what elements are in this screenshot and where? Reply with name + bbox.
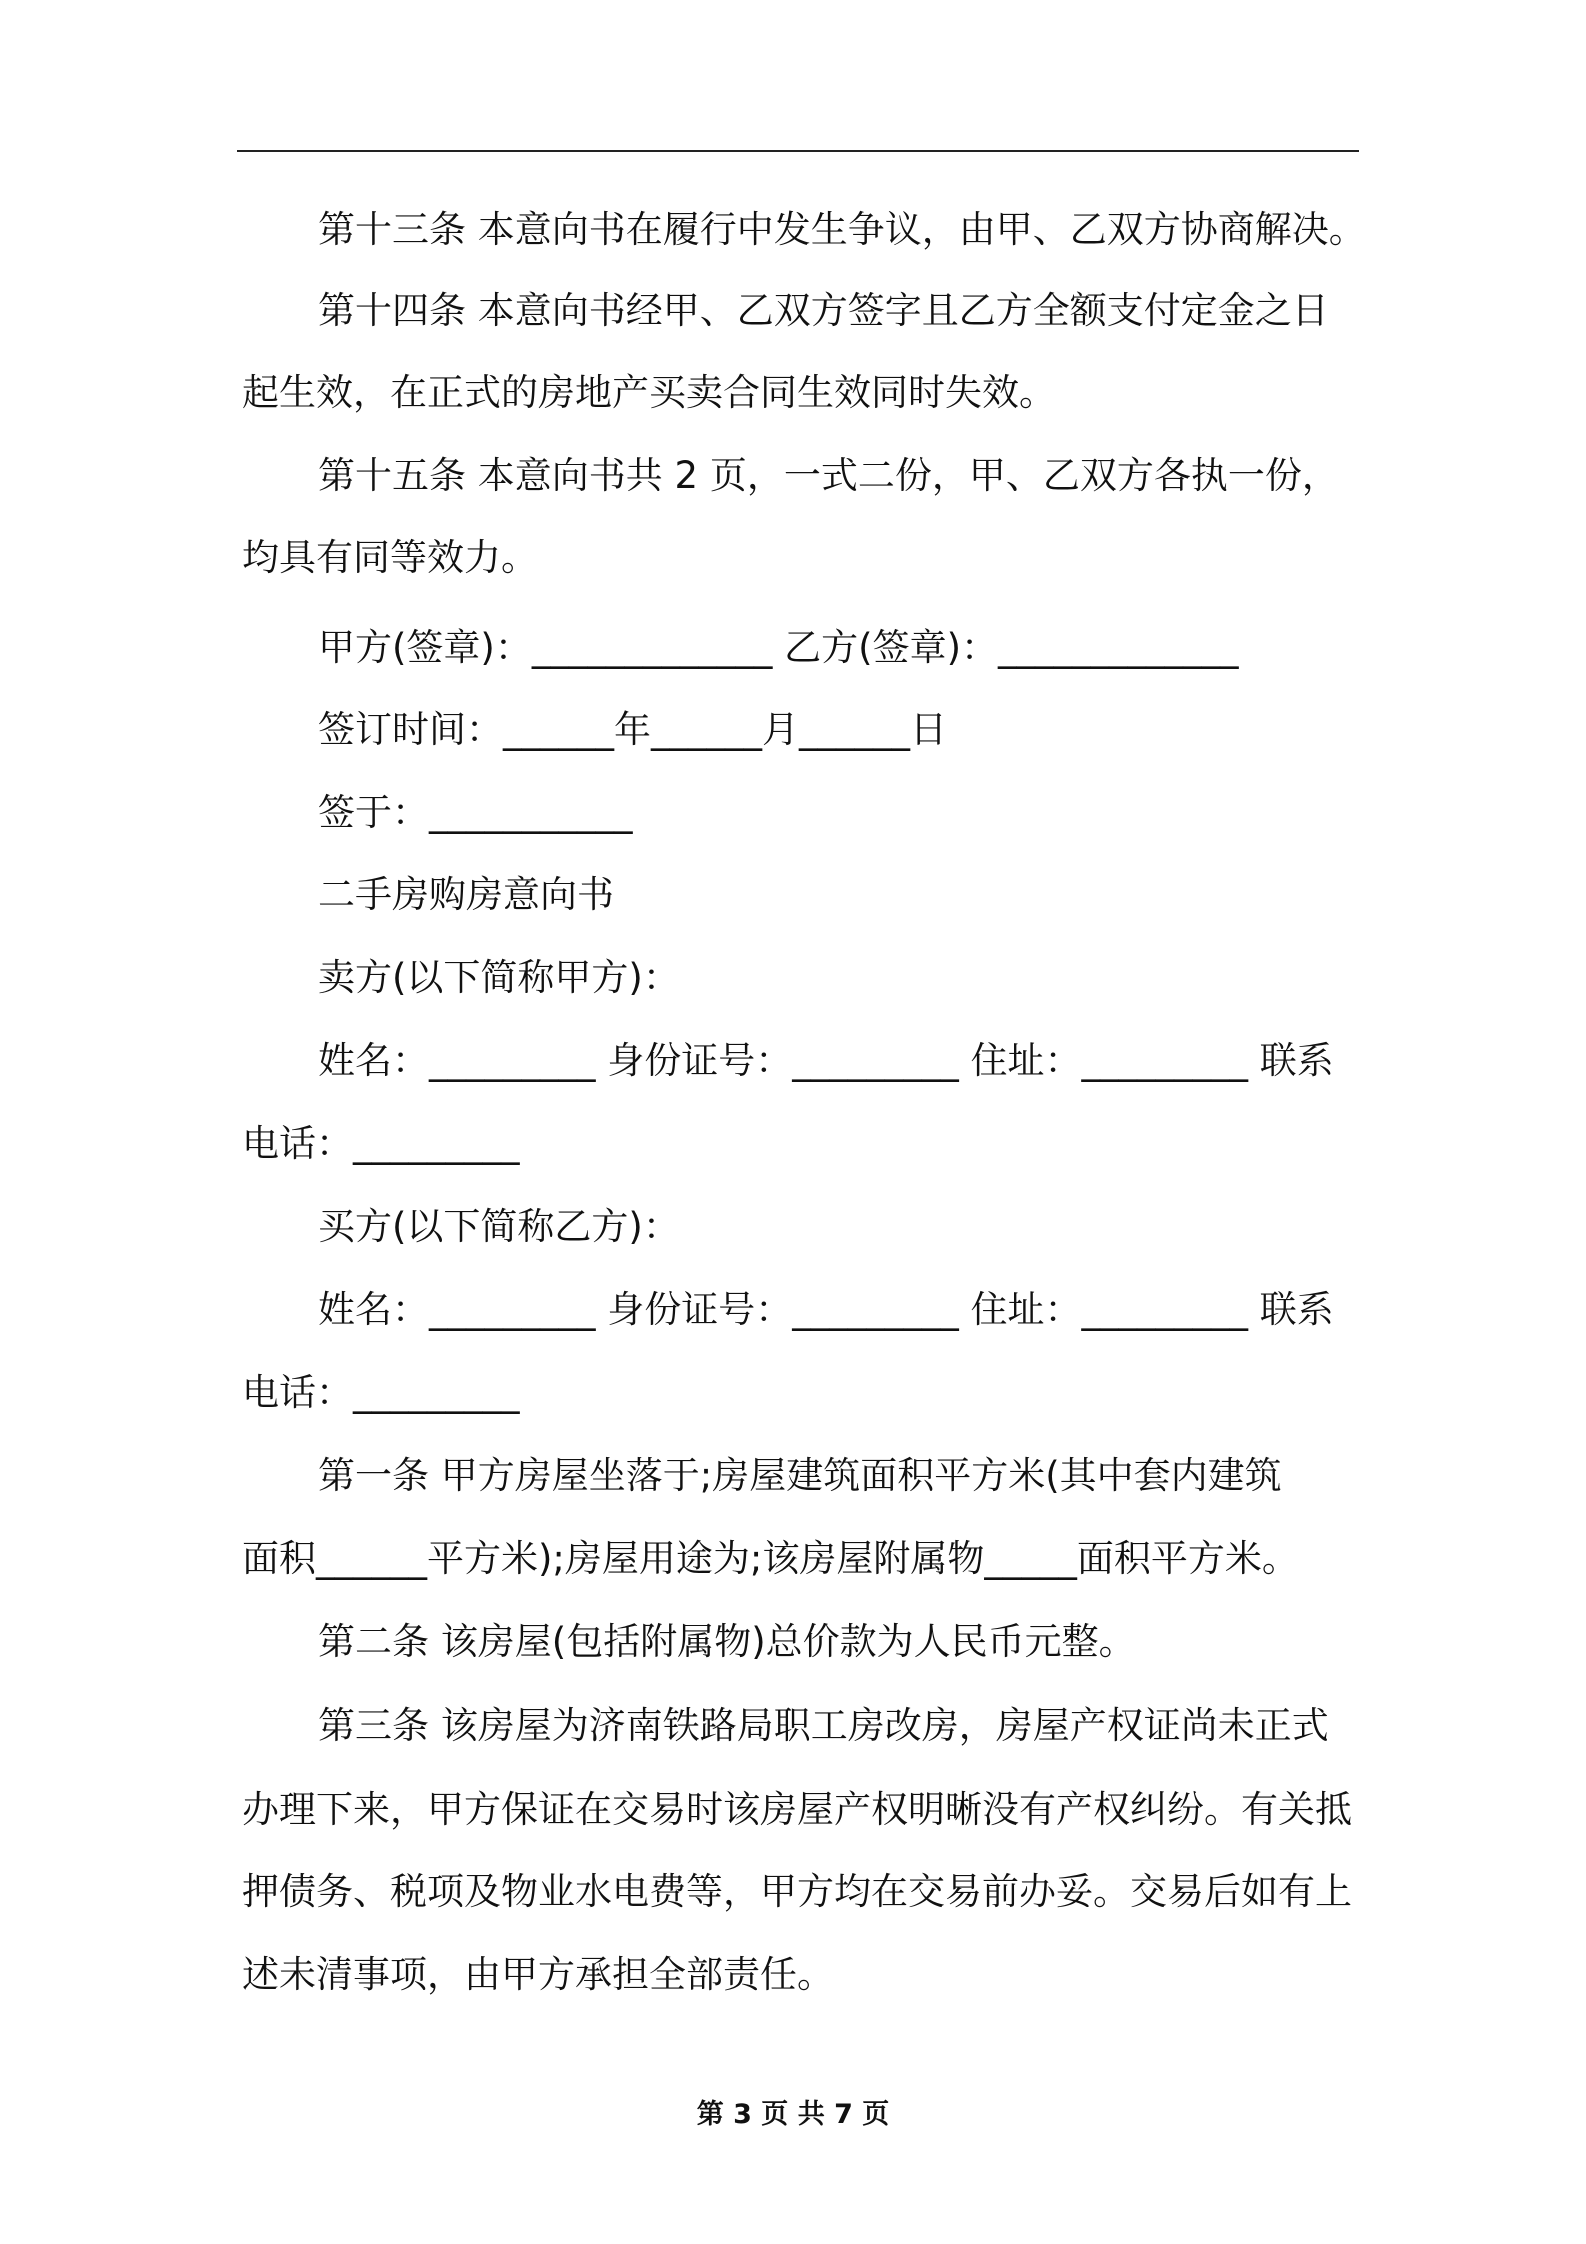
signature-line: 甲方(签章)：_____________ 乙方(签章)：_____________	[318, 626, 1239, 669]
article-3-line-3: 押债务、税项及物业水电费等，甲方均在交易前办妥。交易后如有上	[242, 1870, 1352, 1913]
article-1-line-2: 面积______平方米);房屋用途为;该房屋附属物_____面积平方米。	[242, 1537, 1299, 1580]
article-3-line-1: 第三条 该房屋为济南铁路局职工房改房，房屋产权证尚未正式	[318, 1704, 1329, 1747]
clause-14-line-2: 起生效，在正式的房地产买卖合同生效同时失效。	[242, 371, 1056, 414]
page-number: 第 3 页 共 7 页	[696, 2099, 890, 2130]
sign-date-line: 签订时间：______年______月______日	[318, 708, 947, 751]
clause-15-line-1: 第十五条 本意向书共 2 页，一式二份，甲、乙双方各执一份，	[318, 454, 1339, 497]
article-2: 第二条 该房屋(包括附属物)总价款为人民币元整。	[318, 1620, 1136, 1663]
article-3-line-4: 述未清事项，由甲方承担全部责任。	[242, 1953, 834, 1996]
clause-15-line-2: 均具有同等效力。	[242, 536, 538, 579]
clause-14-line-1: 第十四条 本意向书经甲、乙双方签字且乙方全额支付定金之日	[318, 289, 1329, 332]
buyer-info-line-1: 姓名：_________ 身份证号：_________ 住址：_________ 联系	[318, 1288, 1334, 1331]
article-1-line-1: 第一条 甲方房屋坐落于;房屋建筑面积平方米(其中套内建筑	[318, 1454, 1282, 1497]
seller-heading: 卖方(以下简称甲方)：	[318, 956, 680, 999]
page-footer	[0, 2095, 1586, 2135]
seller-info-line-2: 电话：_________	[242, 1122, 520, 1165]
buyer-heading: 买方(以下简称乙方)：	[318, 1205, 680, 1248]
article-3-line-2: 办理下来，甲方保证在交易时该房屋产权明晰没有产权纠纷。有关抵	[242, 1788, 1352, 1831]
buyer-info-line-2: 电话：_________	[242, 1371, 520, 1414]
seller-info-line-1: 姓名：_________ 身份证号：_________ 住址：_________ 联系	[318, 1039, 1334, 1082]
header-rule	[237, 150, 1359, 152]
section-title: 二手房购房意向书	[318, 873, 614, 916]
sign-place-line: 签于：___________	[318, 791, 633, 834]
clause-13: 第十三条 本意向书在履行中发生争议，由甲、乙双方协商解决。	[318, 208, 1366, 251]
